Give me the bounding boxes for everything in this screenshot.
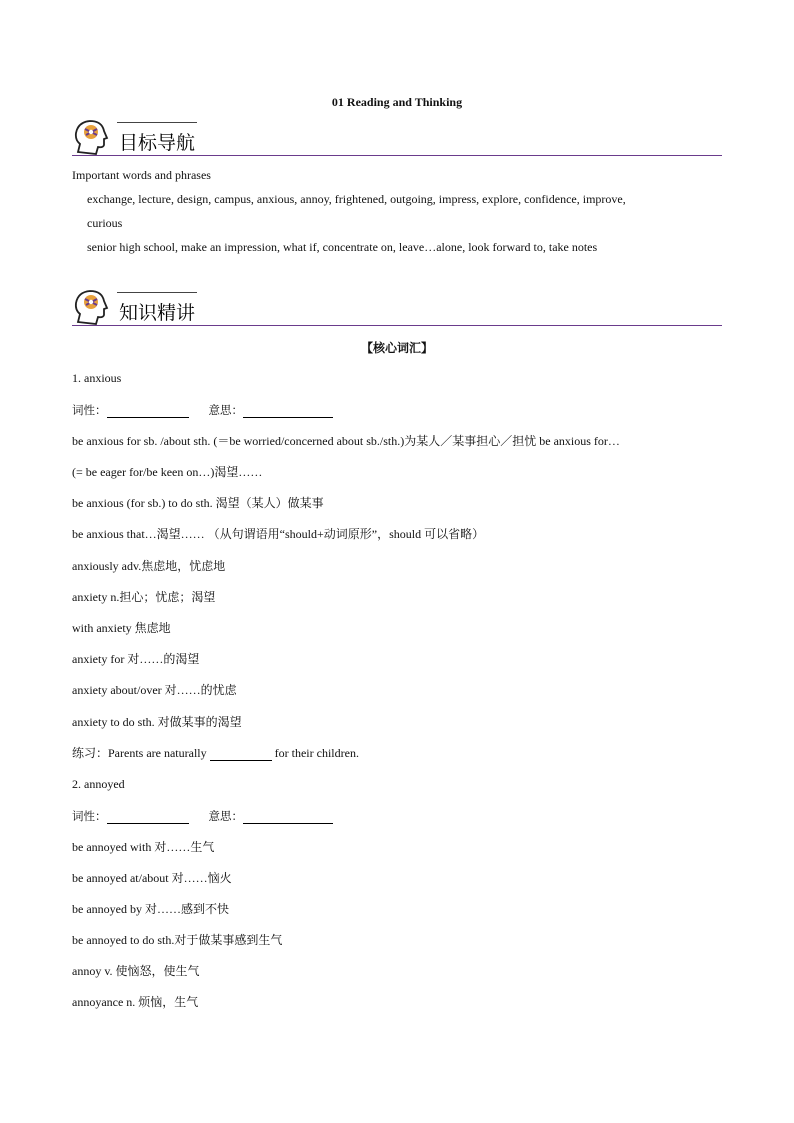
page-title: 01 Reading and Thinking [331, 95, 463, 109]
entry-line: anxiously adv.焦虑地，忧虑地 [72, 559, 226, 573]
entry-line: annoyance n. 烦恼，生气 [72, 995, 199, 1009]
section-heading-goals: 目标导航 [119, 132, 196, 154]
practice-line [72, 745, 359, 761]
section-header-knowledge [72, 288, 722, 332]
words-phrases-label: Important words and phrases [72, 168, 211, 182]
core-vocab-subheading: 【核心词汇】 [360, 341, 433, 355]
entry-line: be annoyed by 对……感到不快 [72, 902, 229, 916]
entry-line: annoy v. 使恼怒，使生气 [72, 964, 200, 978]
entry-line: be annoyed with 对……生气 [72, 840, 215, 854]
entry-line: anxiety for 对……的渴望 [72, 652, 200, 666]
phrases-line: senior high school, make an impression, what if, concentrate on, leave…alone, look forward to, take notes [87, 240, 598, 254]
head-brain-icon [72, 288, 112, 328]
entry-line: be anxious (for sb.) to do sth. 渴望（某人）做某事 [72, 496, 324, 510]
header-rule [72, 155, 722, 156]
practice-suffix: for their children. [271, 746, 359, 760]
entry-line: with anxiety 焦虑地 [72, 621, 171, 635]
meaning-blank [243, 405, 333, 418]
section-heading-knowledge: 知识精讲 [119, 302, 196, 324]
meaning-label: 意思： [208, 403, 243, 417]
meaning-blank [243, 811, 333, 824]
entry-line: (= be eager for/be keen on…)渴望…… [72, 465, 263, 479]
practice-blank[interactable] [210, 748, 272, 761]
practice-prefix: 练习：Parents are naturally [72, 746, 207, 760]
words-line-2: curious [87, 216, 123, 230]
pos-label: 词性： [72, 403, 107, 417]
entry-line: be annoyed to do sth.对于做某事感到生气 [72, 933, 283, 947]
pos-blank [107, 811, 189, 824]
head-brain-icon [72, 118, 112, 158]
meaning-label: 意思： [208, 809, 243, 823]
header-top-line [117, 122, 197, 123]
words-line-1: exchange, lecture, design, campus, anxious, annoy, frightened, outgoing, impress, explore, confidence, improve, [87, 192, 626, 206]
entry-line: be annoyed at/about 对……恼火 [72, 871, 232, 885]
section-header-goals [72, 118, 722, 162]
entry-line: anxiety n.担心；忧虑；渴望 [72, 590, 216, 604]
pos-label: 词性： [72, 809, 107, 823]
header-top-line [117, 292, 197, 293]
pos-meaning-row [72, 402, 333, 418]
entry-line: be anxious for sb. /about sth. (＝be worried/concerned about sb./sth.)为某人／某事担心／担忧 be anxious for… [72, 434, 620, 448]
entry-line: anxiety about/over 对……的忧虑 [72, 683, 237, 697]
entry-line: be anxious that…渴望…… （从句谓语用“should+动词原形”，should 可以省略） [72, 527, 485, 541]
pos-meaning-row [72, 808, 333, 824]
entry-line: anxiety to do sth. 对做某事的渴望 [72, 715, 242, 729]
header-rule [72, 325, 722, 326]
entry-head: 1. anxious [72, 371, 122, 385]
pos-blank [107, 405, 189, 418]
entry-head: 2. annoyed [72, 777, 125, 791]
